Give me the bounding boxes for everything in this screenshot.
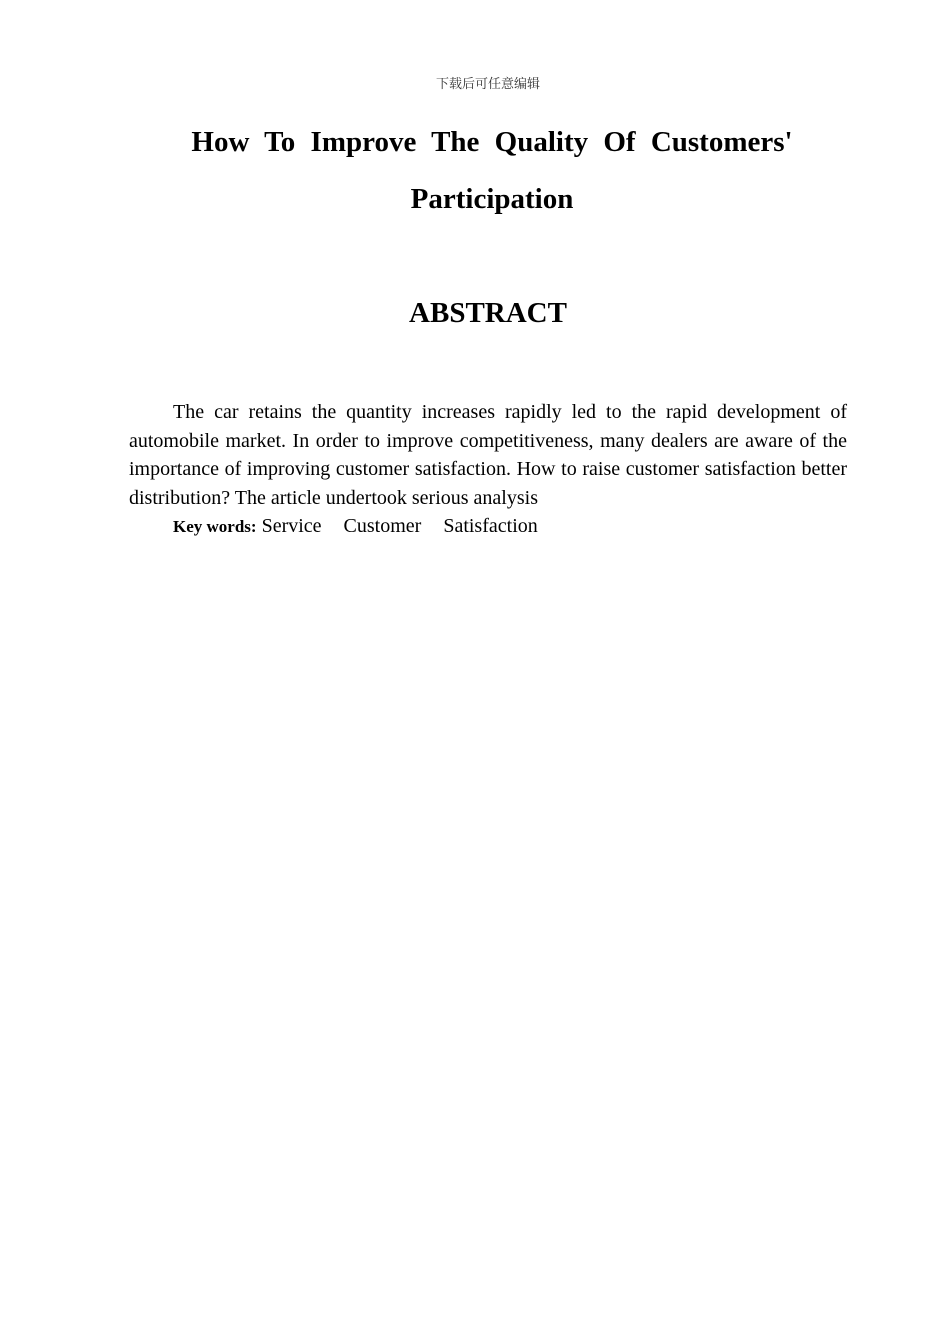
abstract-body: The car retains the quantity increases rapidly led to the rapid development of automobile market. In order to improve competitiveness, many dealers are aware of the importance of improving customer satisfaction. How to raise customer satisfaction better distribution? The article undertook serious analysis [129,401,847,509]
keywords-line [173,512,773,541]
keywords-label: Key words: [173,517,257,536]
abstract-heading: ABSTRACT [409,297,567,329]
paper-title: How To Improve The Quality Of Customers' Participation [191,126,793,215]
keywords-values: Service Customer Satisfaction [261,515,538,537]
header-note: 下载后可任意编辑 [435,77,540,92]
